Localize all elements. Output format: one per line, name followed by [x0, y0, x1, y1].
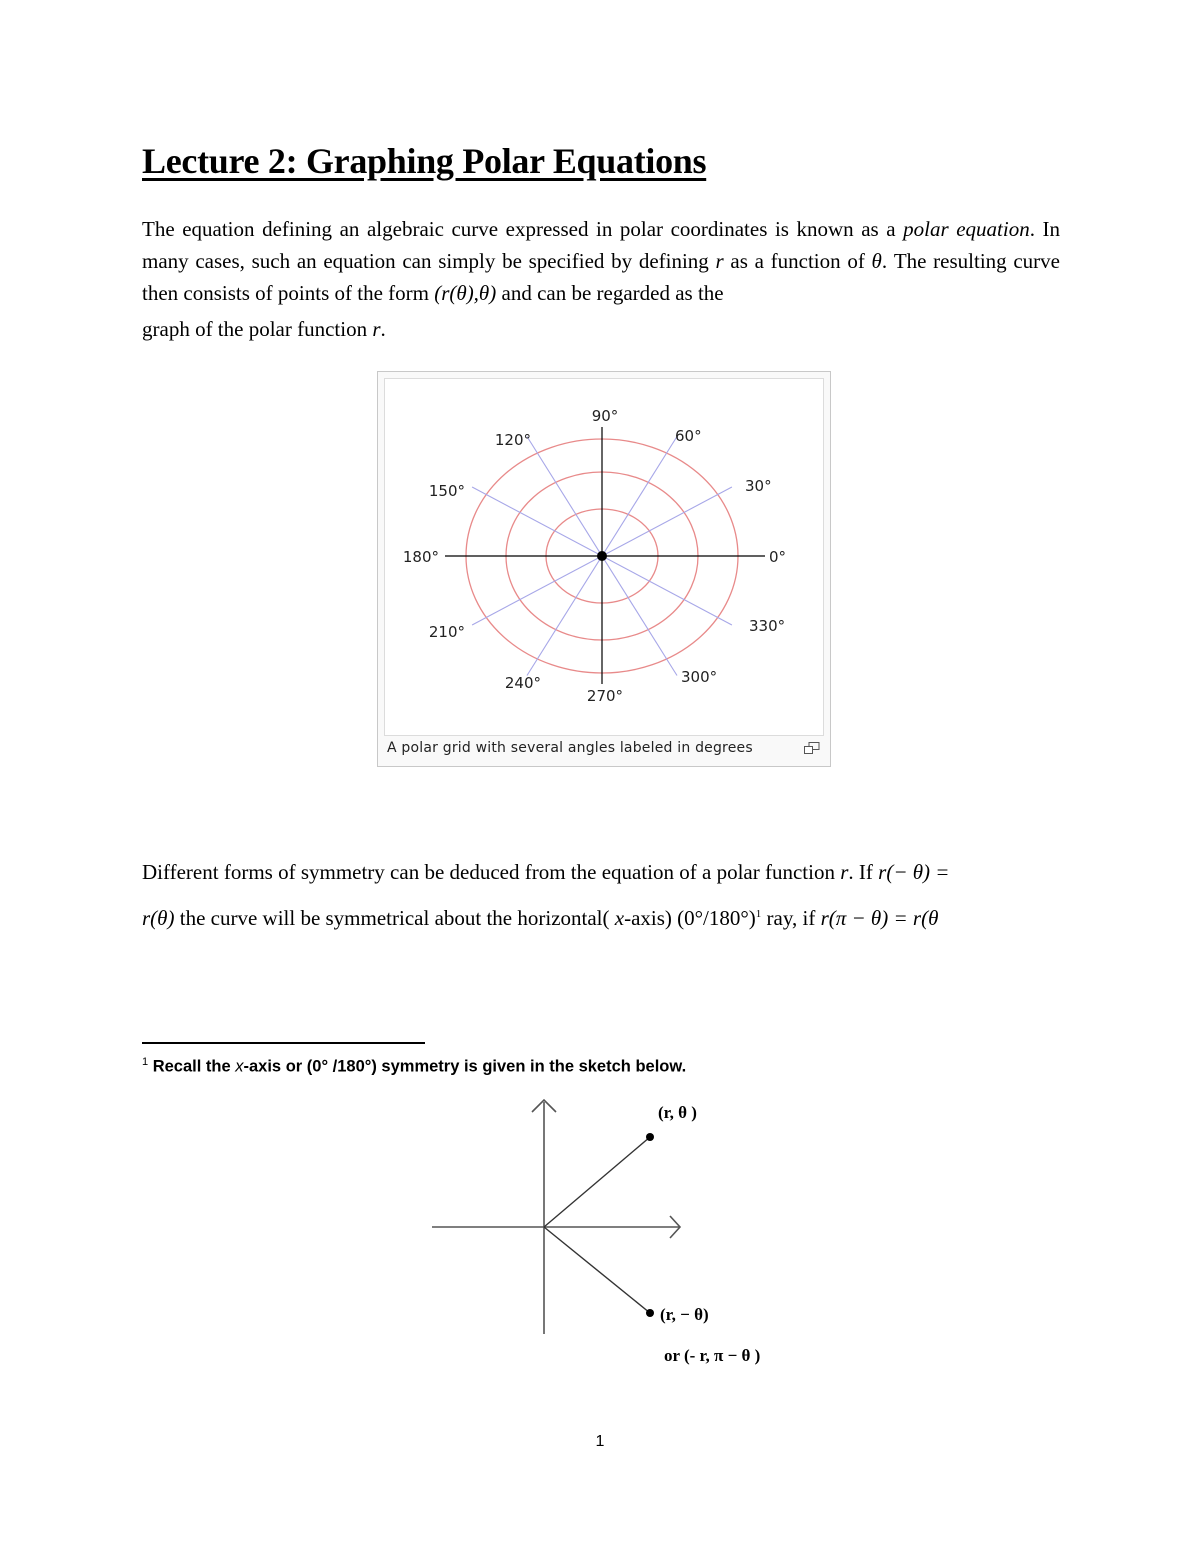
sketch-label-or: or (- r, π − θ ): [664, 1346, 761, 1365]
sketch-ray-positive: [544, 1137, 650, 1227]
sketch-point-bottom: [646, 1309, 654, 1317]
intro-point-form: (r(θ),θ): [434, 281, 497, 305]
polar-origin: [597, 551, 607, 561]
intro-var-r: r: [715, 249, 724, 273]
intro-text-5: and can be regarded as the: [496, 281, 724, 305]
page-title: Lecture 2: Graphing Polar Equations: [142, 141, 707, 181]
symmetry-x: x: [614, 906, 625, 930]
angle-label-180: 180°: [402, 548, 439, 566]
intro-paragraph: [142, 213, 1060, 345]
intro-last-line: [142, 313, 1060, 345]
angle-label-270: 270°: [586, 687, 624, 705]
footnote-mark: 1: [142, 1056, 149, 1068]
sketch-label-bottom: (r, − θ): [660, 1305, 709, 1324]
angle-label-330: 330°: [749, 617, 786, 635]
polar-grid-svg: [385, 379, 825, 737]
symmetry-text-5: ray, if: [761, 906, 821, 930]
symmetry-text-2: . If: [848, 860, 879, 884]
footnote-text-2: -axis or (0° /180°) symmetry is given in the sketch below.: [243, 1057, 687, 1076]
footnote-text-1: Recall the: [148, 1057, 236, 1076]
footnote-reference[interactable]: 1: [755, 908, 762, 920]
angle-label-240: 240°: [504, 674, 541, 692]
symmetry-paragraph: [142, 851, 1060, 939]
intro-var-r-2: r: [372, 317, 381, 341]
intro-text-1: The equation defining an algebraic curve expressed in polar coordinates is known as a: [142, 217, 904, 241]
angle-label-0: 0°: [769, 548, 787, 566]
intro-text-end: .: [380, 317, 386, 341]
intro-text-3: as a function of: [723, 249, 872, 273]
polar-grid-frame: [384, 378, 824, 736]
angle-label-300: 300°: [681, 668, 718, 686]
symmetry-var-r: r: [840, 860, 849, 884]
intro-text-6: graph of the polar function: [142, 317, 373, 341]
angle-label-150: 150°: [428, 482, 465, 500]
angle-label-90: 90°: [591, 407, 619, 425]
footnote: [142, 1056, 686, 1077]
angle-label-210: 210°: [428, 623, 465, 641]
footnote-x: x: [235, 1057, 244, 1076]
intro-text-2: . In many cases, such an equation can simply be specified by defining: [142, 217, 1060, 273]
symmetry-text-4: -axis) (0°/180°): [624, 906, 756, 930]
angle-label-60: 60°: [675, 427, 702, 445]
symmetry-sketch: [420, 1090, 820, 1375]
footnote-separator: [142, 1042, 425, 1044]
polar-grid-figure: [377, 371, 831, 767]
page-number: 1: [595, 1433, 605, 1450]
symmetry-text-1: Different forms of symmetry can be deduced from the equation of a polar function: [142, 860, 841, 884]
intro-text-4: . The resulting curve then consists of points of the form: [142, 249, 1060, 305]
sketch-label-top: (r, θ ): [658, 1103, 697, 1122]
intro-theta: θ: [871, 249, 882, 273]
symmetry-expr-2: r(θ): [142, 906, 175, 930]
sketch-ray-negative: [544, 1227, 650, 1313]
enlarge-icon[interactable]: [804, 742, 820, 754]
symmetry-expr-1: r(− θ) =: [878, 860, 950, 884]
intro-term-polar-equation: polar equation: [903, 217, 1030, 241]
angle-label-120: 120°: [494, 431, 531, 449]
symmetry-expr-3: r(π − θ) = r(θ: [820, 906, 939, 930]
angle-label-30: 30°: [745, 477, 772, 495]
figure-caption: A polar grid with several angles labeled in degrees: [387, 740, 753, 756]
symmetry-text-3: the curve will be symmetrical about the horizontal(: [174, 906, 615, 930]
sketch-point-top: [646, 1133, 654, 1141]
